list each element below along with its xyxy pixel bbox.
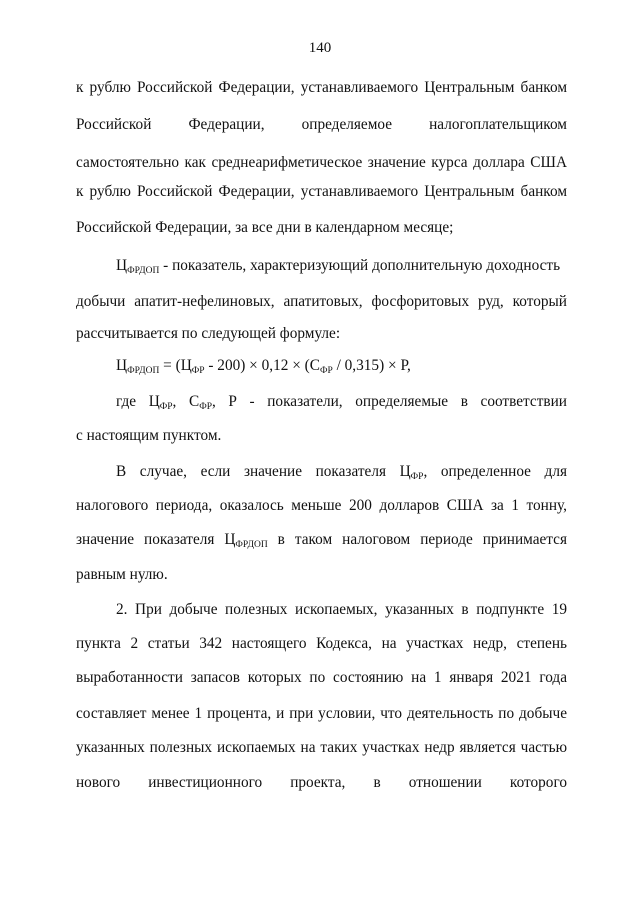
text-line: указанных полезных ископаемых на таких участках недр является частью (76, 739, 567, 756)
text-line: к рублю Российской Федерации, устанавливаемого Центральным банком (76, 183, 567, 200)
text-line: к рублю Российской Федерации, устанавливаемого Центральным банком (76, 79, 567, 96)
text-line: выработанности запасов которых по состоянию на 1 января 2021 года (76, 669, 567, 686)
text-line: Российской Федерации, за все дни в календарном месяце; (76, 219, 454, 236)
subscript: ФРДОП (235, 540, 268, 550)
text-fragment: значение показателя Ц (76, 531, 236, 548)
text-line: нового инвестиционного проекта, в отношении которого (76, 774, 567, 791)
subscript: ФРДОП (127, 366, 160, 376)
formula-part: / 0,315) × Р, (332, 357, 411, 374)
subscript: ФР (191, 366, 205, 376)
text-fragment: где Ц (116, 393, 160, 410)
formula-part: = (Ц (159, 357, 192, 374)
subscript: ФР (199, 402, 212, 412)
subscript: ФР (410, 472, 424, 482)
subscript: ФРДОП (127, 266, 160, 276)
text-line: самостоятельно как среднеарифметическое значение курса доллара США (76, 154, 567, 171)
text-line: составляет менее 1 процента, и при условии, что деятельность по добыче (76, 705, 567, 722)
text-fragment: , С (172, 393, 200, 410)
page-number: 140 (308, 40, 332, 56)
text-line (76, 530, 567, 550)
text-line (76, 392, 567, 412)
text-fragment: , Р - показатели, определяемые в соответствии (211, 393, 567, 410)
text-line (76, 462, 567, 482)
text-fragment: - показатель, характеризующий дополнительную доходность (159, 257, 561, 274)
subscript: ФР (319, 366, 333, 376)
text-line: равным нулю. (76, 566, 168, 583)
text-line: с настоящим пунктом. (76, 427, 222, 444)
formula-symbol: Ц (116, 357, 128, 374)
text-line: рассчитывается по следующей формуле: (76, 325, 341, 342)
text-line: добычи апатит-нефелиновых, апатитовых, фосфоритовых руд, который (76, 293, 567, 310)
text-fragment: В случае, если значение показателя Ц (116, 463, 411, 480)
text-line: 2. При добыче полезных ископаемых, указанных в подпункте 19 (116, 601, 567, 618)
formula-part: - 200) × 0,12 × (С (204, 357, 320, 374)
text-line: налогового периода, оказалось меньше 200 долларов США за 1 тонну, (76, 497, 567, 514)
text-fragment: , определенное для (423, 463, 567, 480)
subscript: ФР (159, 402, 173, 412)
text-line (76, 256, 567, 281)
symbol: Ц (116, 257, 128, 274)
text-fragment: в таком налоговом периоде принимается (267, 531, 567, 548)
text-line: пункта 2 статьи 342 настоящего Кодекса, на участках недр, степень (76, 635, 567, 652)
formula (76, 356, 567, 381)
text-line: Российской Федерации, определяемое налогоплательщиком (76, 116, 567, 133)
